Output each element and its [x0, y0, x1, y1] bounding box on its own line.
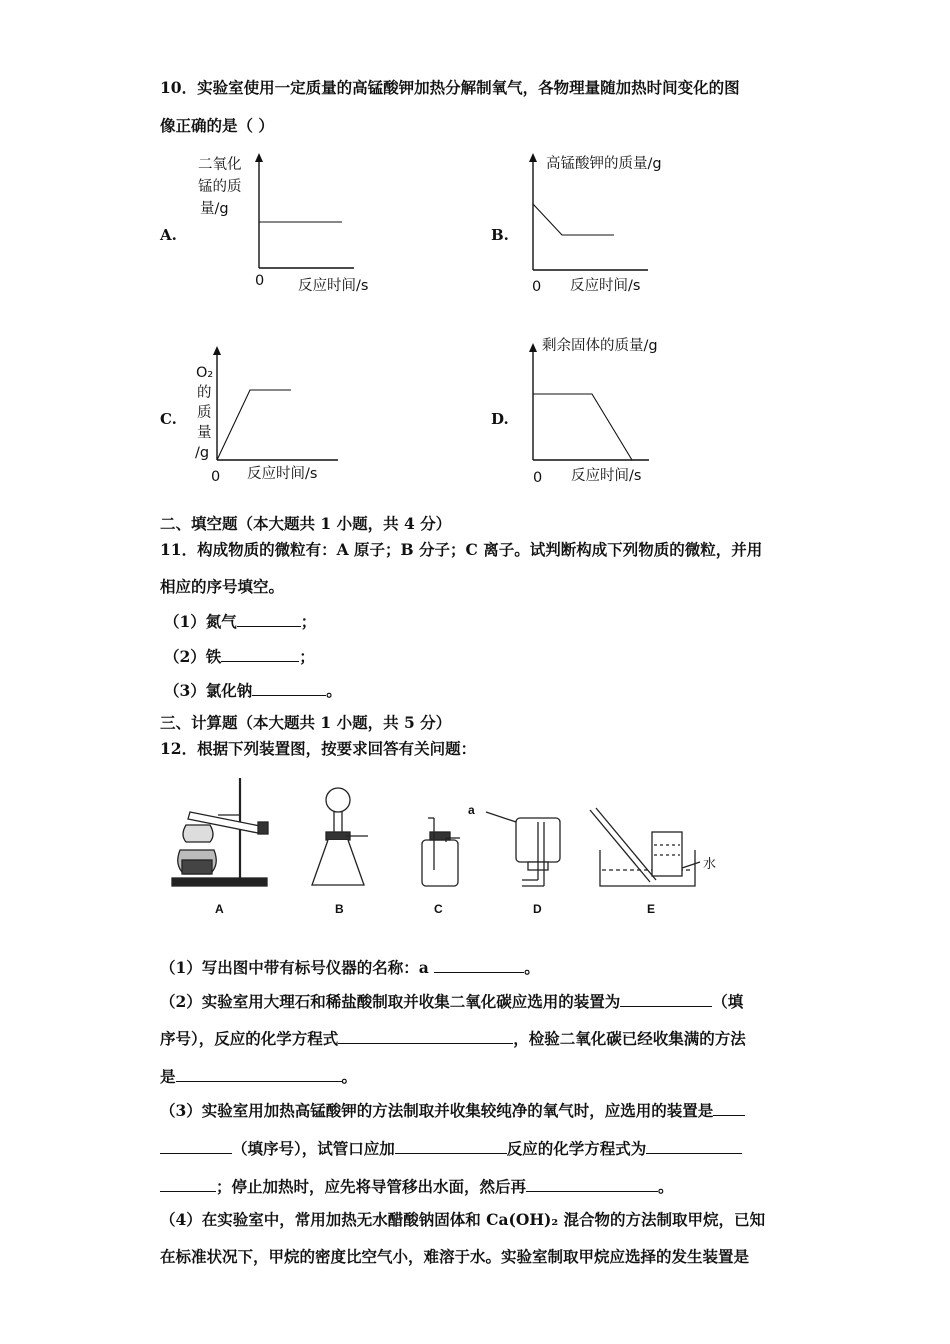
apparatus-figure [160, 770, 730, 900]
graph-c-curve [217, 390, 291, 460]
graph-b-origin: 0 [532, 279, 542, 295]
blank-q12-3c[interactable] [646, 1138, 742, 1154]
graph-c-ylabel-3: 质 [197, 405, 212, 421]
apparatus-e [590, 808, 700, 886]
blank-q12-3a[interactable] [713, 1100, 745, 1116]
graph-c-xlabel: 反应时间/s [247, 466, 318, 482]
option-b-letter: B. [491, 226, 509, 244]
graph-a-ylabel-2: 锰的质 [198, 179, 242, 195]
graph-c-ylabel-2: 的 [197, 385, 212, 401]
graph-d-origin: 0 [533, 470, 543, 486]
q12-part3-line3: ；停止加热时，应先将导管移出水面，然后再 。 [160, 1176, 674, 1197]
blank-q11-2[interactable] [221, 646, 299, 662]
q12-part4-line2: 在标准状况下，甲烷的密度比空气小，难溶于水。实验室制取甲烷应选择的发生装置是 [160, 1247, 750, 1266]
q12-part3-line1: （3）实验室用加热高锰酸钾的方法制取并收集较纯净的氧气时，应选用的装置是 [160, 1100, 745, 1121]
q12-part1: （1）写出图中带有标号仪器的名称：a 。 [160, 958, 540, 977]
section2-heading: 二、填空题（本大题共 1 小题，共 4 分） [160, 514, 452, 533]
blank-q12-3b[interactable] [395, 1138, 507, 1154]
apparatus-d [486, 812, 560, 886]
graph-d-xlabel: 反应时间/s [571, 468, 642, 484]
blank-q12-3a-cont[interactable] [160, 1138, 232, 1154]
graph-d-curve [533, 394, 632, 460]
apparatus-label-a: A [215, 902, 224, 916]
q11-line2: 相应的序号填空。 [160, 577, 285, 596]
graph-b-curve [533, 204, 614, 235]
section3-heading: 三、计算题（本大题共 1 小题，共 5 分） [160, 713, 452, 732]
label-water: 水 [703, 857, 717, 872]
blank-q12-3c-cont[interactable] [160, 1176, 216, 1192]
q11-item-1: （1）氮气 ； [164, 612, 317, 631]
option-c-letter: C. [160, 410, 177, 428]
graph-b-ylabel: 高锰酸钾的质量/g [546, 156, 662, 172]
apparatus-a [172, 778, 268, 886]
q10-line1: 10．实验室使用一定质量的高锰酸钾加热分解制氧气，各物理量随加热时间变化的图 [160, 78, 740, 97]
blank-q12-2a[interactable] [620, 991, 712, 1007]
graph-a-ylabel-3: 量/g [200, 201, 229, 217]
blank-q11-1[interactable] [237, 611, 301, 627]
blank-q12-3d[interactable] [526, 1176, 658, 1192]
option-a-letter: A. [160, 226, 177, 244]
graph-c-ylabel-1: O₂ [196, 365, 214, 381]
apparatus-c [422, 818, 460, 886]
graph-c-ylabel-4: 量 [197, 425, 212, 441]
graph-d-ylabel: 剩余固体的质量/g [542, 338, 658, 354]
graph-c-ylabel-5: /g [195, 445, 210, 461]
blank-q12-1[interactable] [434, 957, 524, 973]
q11-item-2: （2）铁 ； [164, 647, 315, 666]
apparatus-label-d: D [533, 902, 542, 916]
apparatus-label-e: E [647, 902, 656, 916]
apparatus-label-b: B [335, 902, 344, 916]
apparatus-b [312, 788, 368, 885]
graph-b-xlabel: 反应时间/s [570, 278, 641, 294]
q11-line1: 11．构成物质的微粒有：A 原子；B 分子；C 离子。试判断构成下列物质的微粒，并用 [160, 540, 763, 559]
q10-line2: 像正确的是（ ） [160, 116, 274, 135]
graph-a-ylabel-1: 二氧化 [198, 157, 242, 173]
q12-part2-line1: （2）实验室用大理石和稀盐酸制取并收集二氧化碳应选用的装置为 （填 [160, 992, 744, 1011]
option-d-letter: D. [491, 410, 509, 428]
graph-b [524, 150, 654, 275]
label-a: a [468, 803, 475, 817]
graph-a-xlabel: 反应时间/s [298, 278, 369, 294]
q12-part2-line3: 是 。 [160, 1067, 358, 1086]
blank-q12-2c[interactable] [176, 1066, 342, 1082]
graph-d [524, 340, 654, 465]
q12-part4-line1: （4）在实验室中，常用加热无水醋酸钠固体和 Ca(OH)₂ 混合物的方法制取甲烷，已知 [160, 1210, 766, 1229]
graph-a-origin: 0 [255, 273, 265, 289]
q11-item-3: （3）氯化钠 。 [164, 681, 342, 700]
q12-part3-line2: （填序号），试管口应加 反应的化学方程式为 [160, 1138, 742, 1159]
graph-c [208, 343, 343, 468]
graph-c-origin: 0 [211, 469, 221, 485]
blank-q12-2b[interactable] [338, 1028, 513, 1044]
q12-part2-line2: 序号），反应的化学方程式 ，检验二氧化碳已经收集满的方法 [160, 1029, 746, 1048]
apparatus-label-c: C [434, 902, 443, 916]
blank-q11-3[interactable] [252, 680, 326, 696]
graph-a [250, 150, 360, 275]
q12-line: 12．根据下列装置图，按要求回答有关问题： [160, 739, 477, 758]
